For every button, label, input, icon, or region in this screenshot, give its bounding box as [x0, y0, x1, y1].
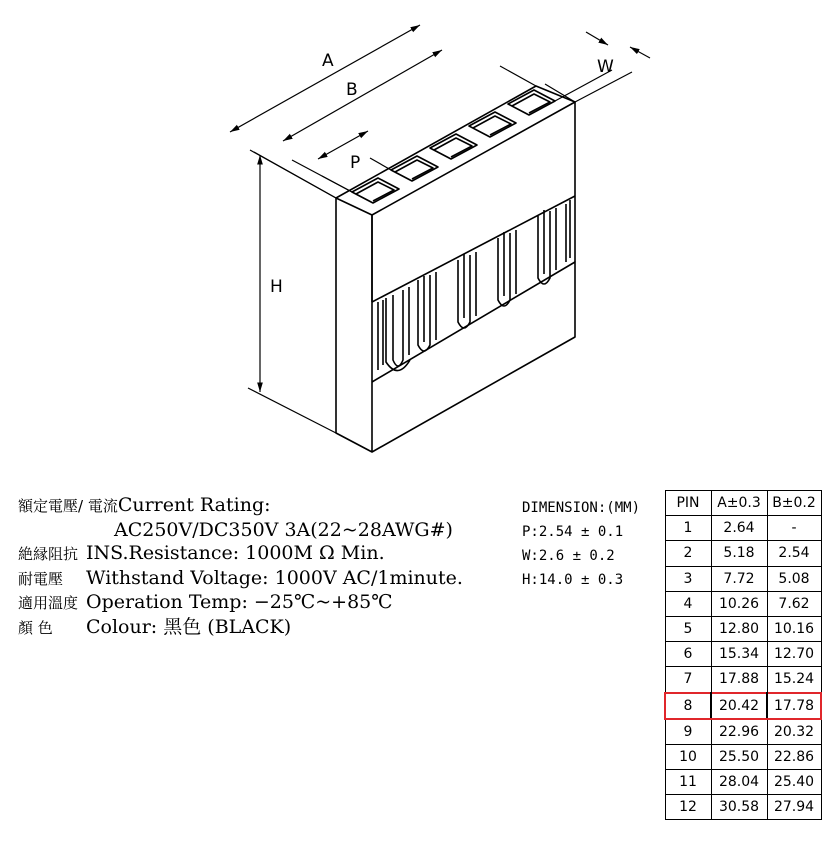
dimension-label-a: A — [322, 51, 334, 71]
spec-label: 顏 色 — [18, 618, 53, 637]
b-value-cell: 22.86 — [767, 744, 821, 769]
spec-label: 耐電壓 — [18, 569, 64, 588]
dimension-label-p: P — [350, 153, 361, 173]
spec-value: INS.Resistance: 1000M Ω Min. — [86, 542, 385, 564]
table-row — [665, 616, 821, 641]
a-value-cell: 20.42 — [711, 693, 767, 719]
table-row — [665, 541, 821, 566]
pin-number-cell: 8 — [665, 693, 711, 719]
b-value-cell: 17.78 — [767, 693, 821, 719]
pin-number-cell: 6 — [665, 642, 711, 667]
header-pin: PIN — [665, 491, 711, 516]
b-value-cell: 2.54 — [767, 541, 821, 566]
a-value-cell: 17.88 — [711, 667, 767, 693]
spec-insulation-resistance — [18, 542, 518, 567]
a-value-cell: 10.26 — [711, 591, 767, 616]
b-value-cell: 27.94 — [767, 795, 821, 820]
dimension-row: H:14.0 ± 0.3 — [522, 572, 624, 588]
table-row — [665, 744, 821, 769]
table-row — [665, 719, 821, 745]
table-row — [665, 667, 821, 693]
b-value-cell: 10.16 — [767, 616, 821, 641]
a-value-cell: 22.96 — [711, 719, 767, 745]
spec-value: Colour: 黑色 (BLACK) — [86, 615, 292, 638]
a-value-cell: 28.04 — [711, 770, 767, 795]
pin-number-cell: 5 — [665, 616, 711, 641]
header-a: A±0.3 — [711, 491, 767, 516]
dimension-label-h: H — [270, 277, 283, 297]
dimension-label-b: B — [346, 80, 358, 100]
housing-front-face — [336, 198, 372, 452]
spec-current-rating-values — [18, 519, 518, 543]
spec-value: Current Rating: — [117, 494, 271, 516]
dimension-row: P:2.54 ± 0.1 — [522, 524, 624, 540]
dimension-title: DIMENSION:(MM) — [522, 500, 641, 516]
spec-withstand-voltage — [18, 567, 518, 592]
table-header-row — [665, 491, 821, 516]
pin-number-cell: 1 — [665, 516, 711, 541]
b-value-cell: 12.70 — [767, 642, 821, 667]
spec-label: 適用溫度 — [18, 594, 79, 612]
spec-label: 絶縁阻抗 — [18, 545, 79, 563]
spec-label: 額定電壓/ 電流 — [18, 497, 118, 515]
b-value-cell: 20.32 — [767, 719, 821, 745]
pin-number-cell: 7 — [665, 667, 711, 693]
b-value-cell: 5.08 — [767, 566, 821, 591]
housing-top-face — [336, 86, 575, 215]
spec-colour — [18, 616, 518, 641]
header-b: B±0.2 — [767, 491, 821, 516]
b-value-cell: 25.40 — [767, 770, 821, 795]
b-value-cell: - — [767, 516, 821, 541]
table-row — [665, 770, 821, 795]
contact-slots — [378, 200, 570, 371]
table-row — [665, 591, 821, 616]
spec-value: AC250V/DC350V 3A(22~28AWG#) — [114, 518, 453, 541]
dimension-tolerances — [522, 500, 640, 596]
spec-current-rating — [18, 494, 518, 519]
specifications-block — [18, 494, 518, 640]
b-value-cell: 15.24 — [767, 667, 821, 693]
table-row — [665, 516, 821, 541]
pin-cavities — [352, 90, 555, 203]
a-value-cell: 30.58 — [711, 795, 767, 820]
a-value-cell: 12.80 — [711, 616, 767, 641]
table-row — [665, 795, 821, 820]
spec-value: Operation Temp: −25℃~+85℃ — [86, 591, 393, 613]
dimension-label-w: W — [597, 57, 614, 77]
pin-number-cell: 9 — [665, 719, 711, 745]
a-value-cell: 25.50 — [711, 744, 767, 769]
spec-value: Withstand Voltage: 1000V AC/1minute. — [86, 566, 463, 589]
spec-operation-temp — [18, 591, 518, 616]
a-value-cell: 15.34 — [711, 642, 767, 667]
a-value-cell: 2.64 — [711, 516, 767, 541]
b-value-cell: 7.62 — [767, 591, 821, 616]
table-row — [665, 566, 821, 591]
pin-number-cell: 11 — [665, 770, 711, 795]
pin-dimension-table — [664, 490, 822, 820]
a-value-cell: 7.72 — [711, 566, 767, 591]
dimension-lines — [230, 25, 650, 433]
pin-number-cell: 3 — [665, 566, 711, 591]
pin-number-cell: 4 — [665, 591, 711, 616]
pin-number-cell: 10 — [665, 744, 711, 769]
a-value-cell: 5.18 — [711, 541, 767, 566]
dimension-row: W:2.6 ± 0.2 — [522, 548, 615, 564]
table-row — [665, 642, 821, 667]
pin-number-cell: 2 — [665, 541, 711, 566]
pin-number-cell: 12 — [665, 795, 711, 820]
table-row — [665, 693, 821, 719]
